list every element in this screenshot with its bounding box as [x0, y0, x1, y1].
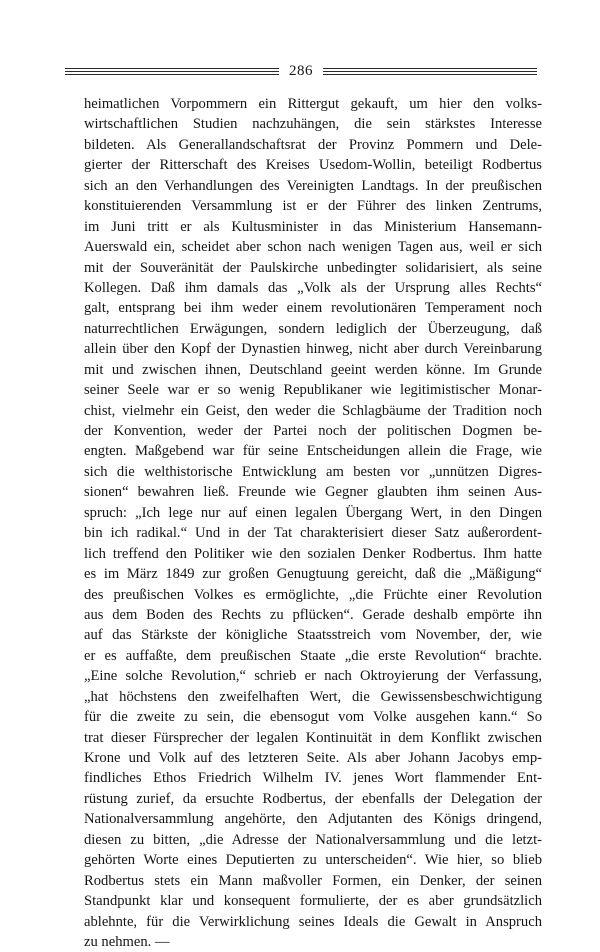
text-line: wirtschaftlichen Studien nachzuhängen, die sein stärkstes Interesse [84, 116, 542, 133]
text-line: trat dieser Fürsprecher der legalen Kontinuität in dem Konflikt zwischen [84, 729, 542, 746]
text-line: diesen zu bitten, „die Adresse der Nationalversammlung und die letzt- [84, 831, 542, 848]
text-line: Krone und Volk auf des letzteren Seite. Als aber Johann Jacobys emp- [84, 750, 542, 766]
text-line: des preußischen Volkes es ermöglichte, „die Früchte einer Revolution [84, 586, 542, 603]
body-text [84, 94, 542, 952]
text-line: es im März 1849 zur großen Genugtuung gereicht, daß die „Mäßigung“ [84, 566, 542, 583]
text-line: „hat höchstens den zweifelhaften Wert, die Gewissensbeschwichtigung [84, 688, 542, 705]
text-line: galt, entsprang bei ihm weder einem revolutionären Temperament noch [84, 300, 542, 317]
text-line: „Eine solche Revolution,“ schrieb er nach Oktroyierung der Verfassung, [84, 668, 542, 685]
text-line: sionen“ bewahren ließ. Freunde wie Gegner glaubten ihm seinen Aus- [84, 484, 542, 501]
text-line: Standpunkt klar und konsequent formulierte, der es aber grundsätzlich [84, 893, 542, 910]
text-line: er es auffaßte, dem preußischen Staate „die erste Revolution“ brachte. [84, 647, 542, 664]
text-line: Rodbertus stets ein Mann maßvoller Formen, ein Denker, der seinen [84, 872, 542, 889]
text-line: mit der Souveränität der Paulskirche unbedingter solidarisiert, als seine [84, 259, 542, 276]
page-header [65, 57, 537, 85]
text-line: der Konvention, weder der Partei noch der politischen Dogmen be- [84, 423, 542, 439]
text-line: sich die welthistorische Entwicklung am besten vor „unnützen Digres- [84, 463, 542, 480]
text-line: zu nehmen. — [84, 933, 170, 950]
text-line: chist, vielmehr ein Geist, den weder die Schlagbäume der Tradition noch [84, 402, 542, 419]
text-line: rüstung zurief, da ersuchte Rodbertus, der ebenfalls der Delegation der [84, 790, 542, 807]
header-rule-right [323, 68, 537, 75]
text-line: für die zweite zu sein, die ebensogut vom Volke ausgehen kann.“ So [84, 709, 542, 726]
text-line: engten. Maßgebend war für seine Entscheidungen allein die Frage, wie [84, 443, 542, 460]
text-line: mit und zwischen ihnen, Deutschland geeint werden könne. Im Grunde [84, 361, 542, 378]
text-line: bin ich radikal.“ Und in der Tat charakterisiert dieser Satz außerordent- [84, 525, 542, 542]
text-line: Kollegen. Daß ihm damals das „Volk als der Ursprung alles Rechts“ [84, 279, 542, 296]
text-line: lich treffend den Politiker wie den sozialen Denker Rodbertus. Ihm hatte [84, 545, 542, 562]
text-line: ablehnte, für die Verwirklichung seines Ideals die Gewalt in Anspruch [84, 913, 542, 930]
text-line: konstituierenden Versammlung ist er der Führer des linken Zentrums, [84, 198, 542, 215]
text-line: seiner Seele war er so wenig Republikaner wie legitimistischer Monar- [84, 382, 542, 399]
text-line: gierter der Ritterschaft des Kreises Usedom-Wollin, beteiligt Rodbertus [84, 157, 542, 174]
header-rule-left [65, 68, 279, 75]
text-line: auf das Stärkste der königliche Staatsstreich vom November, der, wie [84, 627, 542, 644]
text-line: im Juni tritt er als Kultusminister in das Ministerium Hansemann- [84, 218, 542, 235]
text-line: allein über den Kopf der Dynastien hinweg, nicht aber durch Vereinbarung [84, 341, 542, 358]
text-line: aus dem Boden des Rechts zu pflücken“. Gerade deshalb empörte ihn [84, 606, 542, 623]
text-line: findliches Ethos Friedrich Wilhelm IV. jenes Wort flammender Ent- [84, 770, 542, 787]
text-line: sich an den Verhandlungen des Vereinigten Landtags. In der preußischen [84, 177, 542, 194]
text-line: spruch: „Ich lege nur auf einen legalen Übergang Wert, in den Dingen [84, 504, 542, 521]
text-line: Nationalversammlung angehörte, den Adjutanten des Königs dringend, [84, 811, 542, 828]
text-line: bildeten. Als Generallandschaftsrat der Provinz Pommern und Dele- [84, 136, 542, 153]
text-line: naturrechtlichen Erwägungen, sondern lediglich der Überzeugung, daß [84, 320, 542, 337]
text-line: Auerswald ein, scheidet aber schon nach wenigen Tagen aus, weil er sich [84, 239, 542, 256]
text-line: gehörten Worte eines Deputierten zu unterscheiden“. Wie hier, so blieb [84, 852, 542, 869]
text-line: heimatlichen Vorpommern ein Rittergut gekauft, um hier den volks- [84, 96, 542, 112]
page-number: 286 [289, 62, 313, 79]
